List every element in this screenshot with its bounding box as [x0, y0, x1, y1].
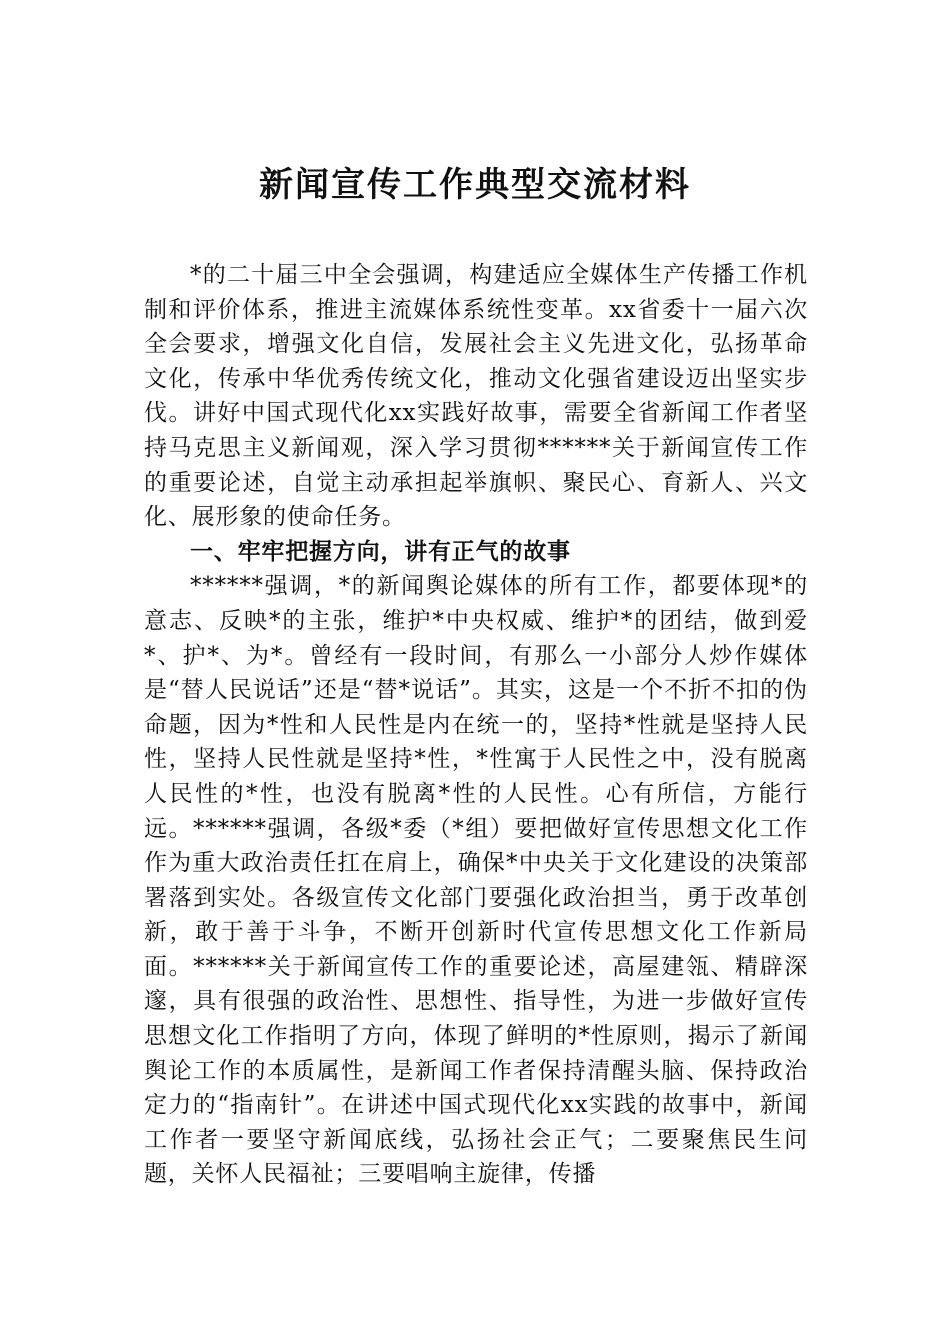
section-1-paragraph: ******强调，*的新闻舆论媒体的所有工作，都要体现*的意志、反映*的主张，维护*中央权威、维护*的团结，做到爱*、护*、为*。曾经有一段时间，有那么一小部分人炒作媒体是“替人民说话”还是“替*说话”。其实，这是一个不折不扣的伪命题，因为*性和人民性是内在统一的，坚持*性就是坚持人民性，坚持人民性就是坚持*性，*性寓于人民性之中，没有脱离人民性的*性，也没有脱离*性的人民性。心有所信，方能行远。******强调，各级*委（*组）要把做好宣传思想文化工作作为重大政治责任扛在肩上，确保*中央关于文化建设的决策部署落到实处。各级宣传文化部门要强化政治担当，勇于改革创新，敢于善于斗争，不断开创新时代宣传思想文化工作新局面。******关于新闻宣传工作的重要论述，高屋建瓴、精辟深邃，具有很强的政治性、思想性、指导性，为进一步做好宣传思想文化工作指明了方向，体现了鲜明的*性原则，揭示了新闻舆论工作的本质属性，是新闻工作者保持清醒头脑、保持政治定力的“指南针”。在讲述中国式现代化xx实践的故事中，新闻工作者一要坚守新闻底线，弘扬社会正气；二要聚焦民生问题，关怀人民福祉；三要唱响主旋律，传播 — [144, 573, 808, 1188]
document-body — [144, 258, 808, 1192]
section-heading-1: 一、牢牢把握方向，讲有正气的故事 — [190, 538, 571, 565]
intro-paragraph: *的二十届三中全会强调，构建适应全媒体生产传播工作机制和评价体系，推进主流媒体系统性变革。xx省委十一届六次全会要求，增强文化自信，发展社会主义先进文化，弘扬革命文化，传承中华优秀传统文化，推动文化强省建设迈出坚实步伐。讲好中国式现代化xx实践好故事，需要全省新闻工作者坚持马克思主义新闻观，深入学习贯彻******关于新闻宣传工作的重要论述，自觉主动承担起举旗帜、聚民心、育新人、兴文化、展形象的使命任务。 — [144, 262, 808, 531]
document-title: 新闻宣传工作典型交流材料 — [259, 165, 691, 205]
